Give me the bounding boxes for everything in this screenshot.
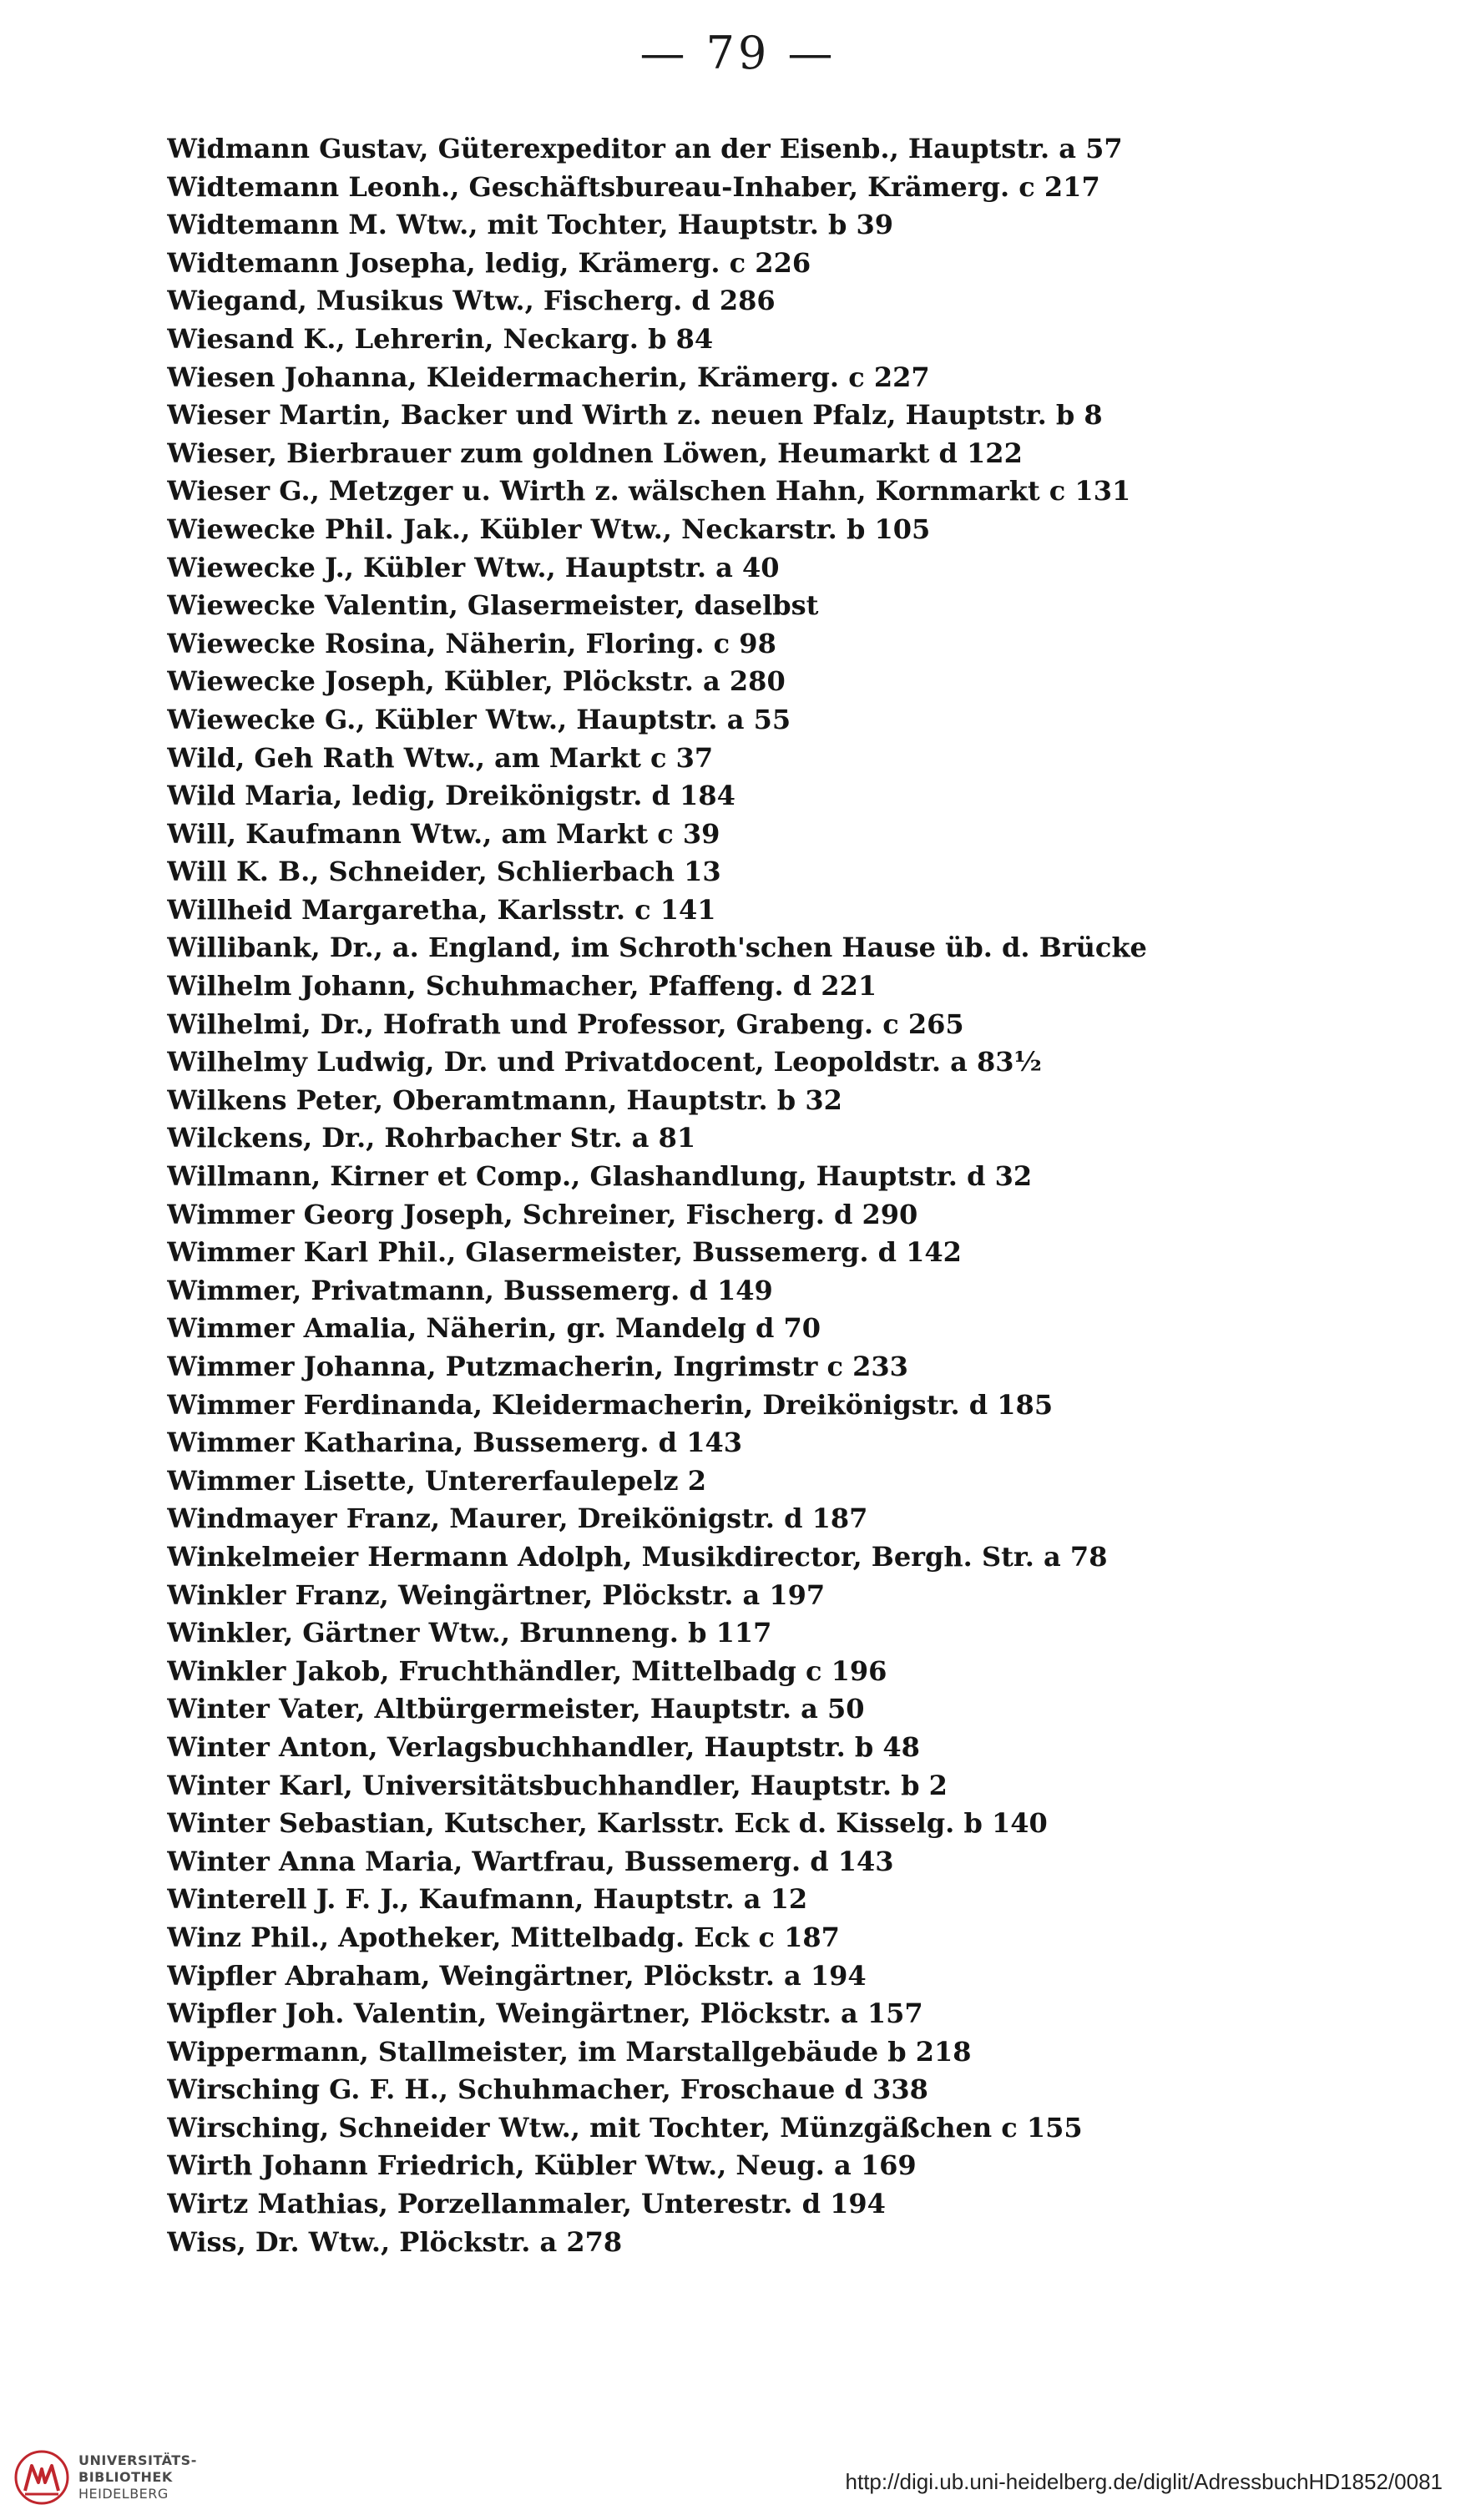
- directory-entry: Wimmer Ferdinanda, Kleidermacherin, Dreikönigstr. d 185: [167, 1388, 1054, 1421]
- directory-entry: Wieser, Bierbrauer zum goldnen Löwen, Heumarkt d 122: [167, 437, 1023, 469]
- directory-entry: Winkler Franz, Weingärtner, Plöckstr. a 197: [167, 1578, 826, 1611]
- directory-entry: Winter Anna Maria, Wartfrau, Bussemerg. d 143: [167, 1845, 894, 1877]
- directory-entry: Wirsching, Schneider Wtw., mit Tochter, Münzgäßchen c 155: [167, 2111, 1083, 2144]
- directory-entry: Wiewecke Rosina, Näherin, Floring. c 98: [167, 627, 776, 659]
- directory-entry: Wiss, Dr. Wtw., Plöckstr. a 278: [167, 2225, 623, 2258]
- directory-entry: Wiewecke Valentin, Glasermeister, daselbst: [167, 589, 819, 622]
- directory-entry: Wilhelmi, Dr., Hofrath und Professor, Grabeng. c 265: [167, 1007, 964, 1040]
- directory-entry: Willibank, Dr., a. England, im Schroth'schen Hause üb. d. Brücke: [167, 932, 1147, 964]
- directory-entry: Wimmer Katharina, Bussemerg. d 143: [167, 1427, 742, 1459]
- directory-entry: Wiesen Johanna, Kleidermacherin, Krämerg. c 227: [167, 361, 930, 393]
- directory-entry: Wild Maria, ledig, Dreikönigstr. d 184: [167, 780, 735, 812]
- directory-entry: Wimmer Georg Joseph, Schreiner, Fischerg. d 290: [167, 1198, 918, 1230]
- directory-entry: Winkler, Gärtner Wtw., Brunneng. b 117: [167, 1617, 772, 1649]
- directory-entry: Wiewecke G., Kübler Wtw., Hauptstr. a 55: [167, 703, 791, 735]
- directory-entry: Wiewecke Phil. Jak., Kübler Wtw., Neckarstr. b 105: [167, 513, 931, 545]
- directory-entry: Winter Vater, Altbürgermeister, Hauptstr. a 50: [167, 1693, 865, 1725]
- directory-entry: Wild, Geh Rath Wtw., am Markt c 37: [167, 741, 714, 774]
- library-name-line-2: BIBLIOTHEK: [78, 2469, 173, 2485]
- university-seal-icon: [13, 2449, 70, 2506]
- directory-entry: Winter Karl, Universitätsbuchhandler, Hauptstr. b 2: [167, 1769, 948, 1801]
- directory-entry: Wimmer, Privatmann, Bussemerg. d 149: [167, 1274, 773, 1306]
- directory-entry: Wippermann, Stallmeister, im Marstallgebäude b 218: [167, 2035, 972, 2068]
- directory-entry: Wilhelm Johann, Schuhmacher, Pfaffeng. d 221: [167, 970, 877, 1002]
- library-name-line-3: HEIDELBERG: [78, 2486, 169, 2502]
- directory-entry: Wiesand K., Lehrerin, Neckarg. b 84: [167, 322, 714, 355]
- directory-entry: Wilckens, Dr., Rohrbacher Str. a 81: [167, 1122, 696, 1154]
- directory-entry: Will, Kaufmann Wtw., am Markt c 39: [167, 817, 720, 850]
- source-url-link[interactable]: http://digi.ub.uni-heidelberg.de/diglit/AdressbuchHD1852/0081: [845, 2469, 1443, 2494]
- directory-entry: Winter Anton, Verlagsbuchhandler, Hauptstr. b 48: [167, 1730, 920, 1763]
- directory-entry: Widtemann Leonh., Geschäftsbureau-Inhaber, Krämerg. c 217: [167, 170, 1100, 203]
- footer: [0, 2437, 1476, 2520]
- directory-entry: Wipfler Joh. Valentin, Weingärtner, Plöckstr. a 157: [167, 1997, 923, 2030]
- directory-entry-list: [167, 130, 1361, 2261]
- directory-entry: Widtemann M. Wtw., mit Tochter, Hauptstr. b 39: [167, 209, 894, 241]
- directory-entry: Winz Phil., Apotheker, Mittelbadg. Eck c 187: [167, 1921, 840, 1953]
- directory-entry: Winkler Jakob, Fruchthändler, Mittelbadg c 196: [167, 1654, 887, 1687]
- directory-entry: Wimmer Karl Phil., Glasermeister, Bussemerg. d 142: [167, 1236, 962, 1269]
- directory-entry: Willmann, Kirner et Comp., Glashandlung, Hauptstr. d 32: [167, 1160, 1033, 1193]
- directory-entry: Wirtz Mathias, Porzellanmaler, Unterestr. d 194: [167, 2188, 886, 2220]
- directory-entry: Widtemann Josepha, ledig, Krämerg. c 226: [167, 246, 811, 279]
- directory-entry: Will K. B., Schneider, Schlierbach 13: [167, 856, 721, 888]
- directory-entry: Widmann Gustav, Güterexpeditor an der Eisenb., Hauptstr. a 57: [167, 133, 1123, 164]
- directory-entry: Wimmer Lisette, Untererfaulepelz 2: [167, 1464, 706, 1497]
- directory-entry: Wiewecke Joseph, Kübler, Plöckstr. a 280: [167, 665, 786, 698]
- directory-entry: Wiegand, Musikus Wtw., Fischerg. d 286: [167, 285, 776, 317]
- directory-entry: Wilhelmy Ludwig, Dr. und Privatdocent, Leopoldstr. a 83½: [167, 1046, 1042, 1078]
- library-name-line-1: UNIVERSITÄTS-: [78, 2452, 197, 2468]
- directory-entry: Willheid Margaretha, Karlsstr. c 141: [167, 893, 716, 926]
- directory-entry: Winterell J. F. J., Kaufmann, Hauptstr. a 12: [167, 1883, 808, 1916]
- directory-entry: Winter Sebastian, Kutscher, Karlsstr. Eck d. Kisselg. b 140: [167, 1807, 1048, 1840]
- library-name: [78, 2452, 229, 2502]
- directory-entry: Wipfler Abraham, Weingärtner, Plöckstr. a 194: [167, 1959, 867, 1992]
- page-number: — 79 —: [639, 27, 837, 79]
- directory-entry: Wiewecke J., Kübler Wtw., Hauptstr. a 40: [167, 551, 780, 583]
- directory-entry: Wirth Johann Friedrich, Kübler Wtw., Neug. a 169: [167, 2149, 917, 2182]
- directory-entry: Wieser Martin, Backer und Wirth z. neuen Pfalz, Hauptstr. b 8: [167, 399, 1103, 432]
- directory-entry: Wilkens Peter, Oberamtmann, Hauptstr. b 32: [167, 1083, 842, 1116]
- library-logo[interactable]: [13, 2444, 222, 2512]
- directory-entry: Windmayer Franz, Maurer, Dreikönigstr. d 187: [167, 1502, 868, 1535]
- directory-entry: Wirsching G. F. H., Schuhmacher, Froschaue d 338: [167, 2073, 928, 2106]
- directory-entry: Wieser G., Metzger u. Wirth z. wälschen Hahn, Kornmarkt c 131: [167, 475, 1131, 508]
- directory-entry: Wimmer Amalia, Näherin, gr. Mandelg d 70: [167, 1312, 821, 1345]
- directory-entry: Wimmer Johanna, Putzmacherin, Ingrimstr c 233: [167, 1351, 908, 1382]
- directory-entry: Winkelmeier Hermann Adolph, Musikdirector, Bergh. Str. a 78: [167, 1540, 1108, 1573]
